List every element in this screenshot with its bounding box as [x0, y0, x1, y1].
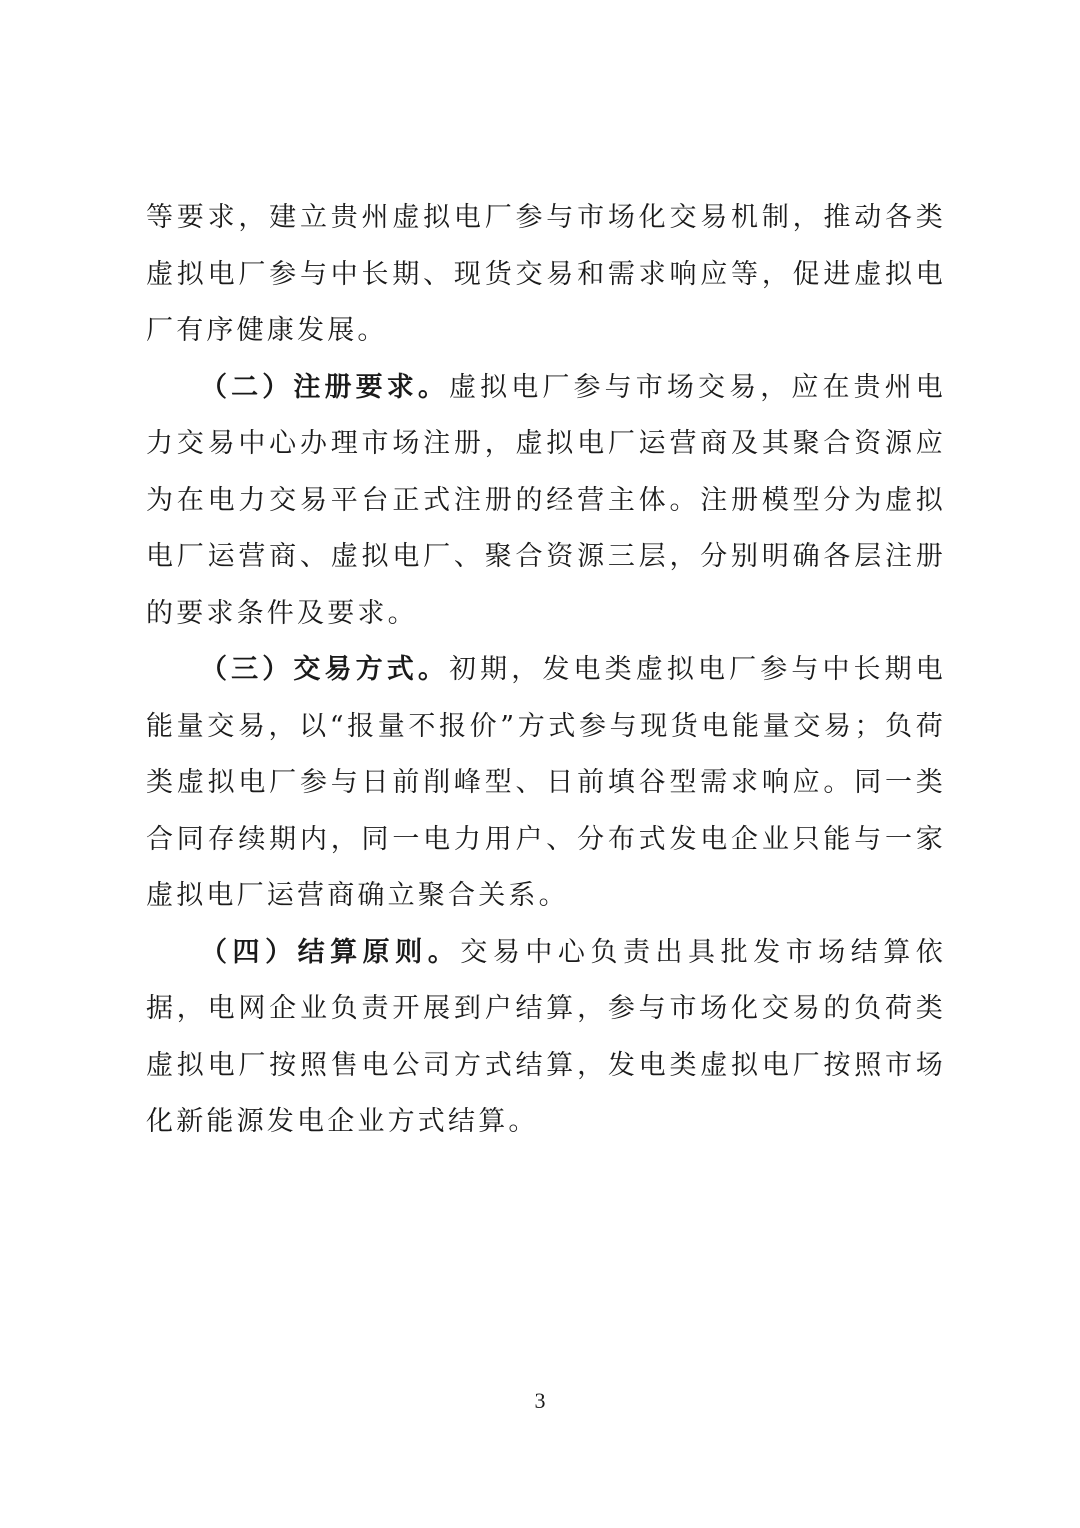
- section-heading-registration: （二）注册要求。: [200, 371, 449, 403]
- section-heading-trading-method: （三）交易方式。: [200, 654, 449, 685]
- paragraph-text: 初期，发电类虚拟电厂参与中长期电能量交易，以“报量不报价”方式参与现货电能量交易；负荷类虚拟电厂参与日前削峰型、日前填谷型需求响应。同一类合同存续期内，同一电力用户、分布式发电企业只能与一家虚拟电厂运营商确立聚合关系。: [146, 654, 947, 911]
- paragraph-continuation: [146, 190, 946, 360]
- section-heading-settlement: （四）结算原则。: [200, 936, 461, 968]
- paragraph-registration: [146, 360, 946, 643]
- paragraph-trading-method: [146, 642, 946, 925]
- paragraph-text: 交易中心负责出具批发市场结算依据，电网企业负责开展到户结算，参与市场化交易的负荷类虚拟电厂按照售电公司方式结算，发电类虚拟电厂按照市场化新能源发电企业方式结算。: [146, 936, 946, 1137]
- paragraph-text: 等要求，建立贵州虚拟电厂参与市场化交易机制，推动各类虚拟电厂参与中长期、现货交易和需求响应等，促进虚拟电厂有序健康发展。: [146, 202, 946, 346]
- paragraph-settlement: [146, 925, 946, 1151]
- paragraph-text: 虚拟电厂参与市场交易，应在贵州电力交易中心办理市场注册，虚拟电厂运营商及其聚合资源应为在电力交易平台正式注册的经营主体。注册模型分为虚拟电厂运营商、虚拟电厂、聚合资源三层，分别明确各层注册的要求条件及要求。: [146, 371, 947, 629]
- body-text: [146, 190, 946, 1151]
- page-number: 3: [534, 1388, 546, 1413]
